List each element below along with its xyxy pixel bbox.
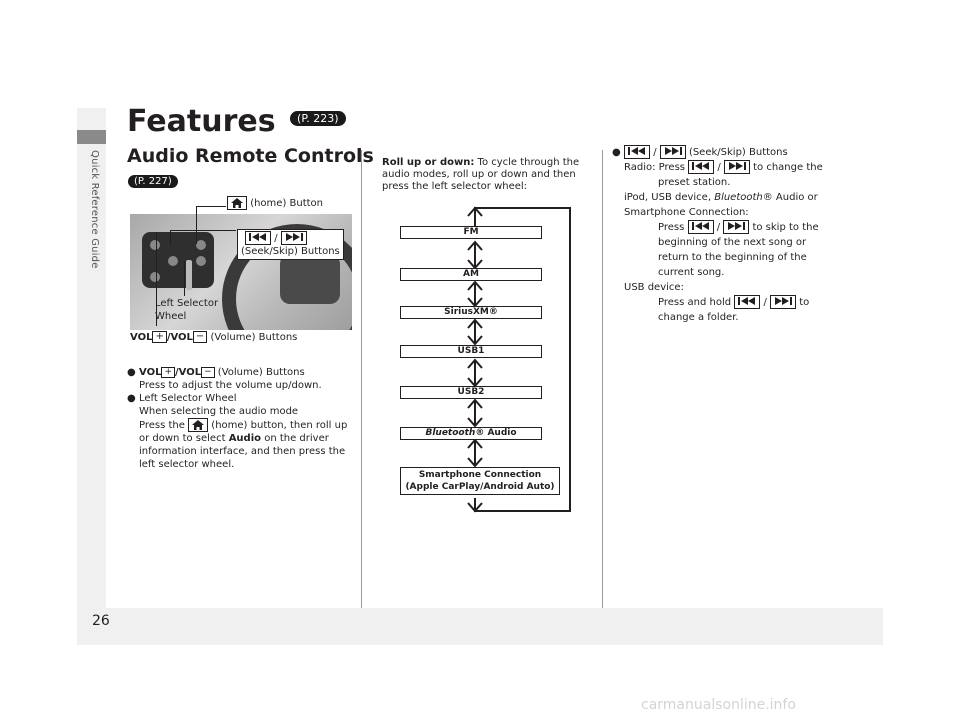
- watermark: carmanualsonline.info: [641, 697, 796, 713]
- home-button-label: (home) Button: [250, 198, 324, 209]
- radio-label: Radio:: [624, 162, 656, 173]
- roll-label: Roll up or down:: [382, 157, 475, 168]
- skip-forward-icon: [770, 295, 796, 309]
- side-tab-marker: [77, 130, 106, 144]
- page-ref-text: P. 223: [301, 112, 335, 125]
- vol-suffix: (Volume) Buttons: [207, 332, 298, 343]
- photo-button: [168, 256, 178, 266]
- mode-siriusxm: SiriusXM®: [400, 306, 542, 319]
- vol-title-suffix: (Volume) Buttons: [214, 367, 305, 378]
- wheel-desc3-b: on the driver: [264, 433, 329, 444]
- mode-smartphone-line1: Smartphone Connection: [418, 470, 542, 480]
- ipod-slash: /: [716, 222, 721, 233]
- ipod-press: Press: [658, 222, 685, 233]
- ipod-label-italic: Bluetooth: [714, 192, 763, 203]
- roll-text: To cycle through the audio modes, roll up or down and then press the left selector wheel:: [382, 157, 580, 192]
- radio-text: to change the: [753, 162, 823, 173]
- selector-wheel-label-line2: Wheel: [155, 311, 187, 322]
- skip-back-icon: [688, 160, 714, 174]
- seek-slash: /: [274, 233, 278, 244]
- ipod-label: [612, 190, 842, 205]
- remote-control-panel: [142, 232, 214, 288]
- column-divider-left: [361, 150, 362, 608]
- radio-slash: /: [717, 162, 721, 173]
- ipod-text2: beginning of the next song or: [658, 237, 807, 248]
- callout-line: [196, 206, 226, 207]
- vol-title-prefix: VOL: [139, 367, 162, 378]
- callout-line: [184, 262, 185, 296]
- usb-slash: /: [763, 297, 767, 308]
- volume-description: Press to adjust the volume up/down.: [139, 380, 322, 391]
- wheel-desc3-a: or down to select: [139, 433, 226, 444]
- skip-back-icon: [624, 145, 650, 159]
- skip-forward-icon: [660, 145, 686, 159]
- wheel-description-line3: [127, 432, 352, 445]
- plus-icon: +: [152, 331, 166, 343]
- seek-button-label: (Seek/Skip) Buttons: [241, 246, 340, 257]
- selector-wheel-label-line1: Left Selector: [155, 298, 219, 309]
- seek-bullet: [612, 145, 842, 160]
- seek-button-callout: [237, 229, 344, 260]
- ipod-text1: to skip to the: [752, 222, 819, 233]
- callout-line: [170, 230, 236, 231]
- control-descriptions: [127, 366, 352, 471]
- section-title: Audio Remote Controls: [127, 145, 374, 167]
- vol-title-separator: /VOL: [174, 367, 202, 378]
- seek-title: (Seek/Skip) Buttons: [688, 147, 788, 158]
- vol-separator: /VOL: [166, 332, 193, 343]
- plus-icon: +: [161, 367, 175, 378]
- skip-back-icon: [688, 220, 714, 234]
- audio-mode-cycle-diagram: [380, 200, 580, 516]
- usb-line1: [612, 295, 842, 310]
- ipod-text4: current song.: [658, 267, 725, 278]
- column-divider-right: [602, 150, 603, 608]
- mode-usb2: USB2: [400, 386, 542, 399]
- wheel-description-line2: [127, 418, 352, 432]
- seek-slash: /: [653, 147, 657, 158]
- mode-usb1: USB1: [400, 345, 542, 358]
- usb-press: Press and hold: [658, 297, 732, 308]
- wheel-desc2-b: (home) button, then roll up: [211, 420, 348, 431]
- volume-button-callout: [130, 331, 297, 344]
- minus-icon: −: [201, 367, 215, 378]
- steering-wheel-hub: [280, 254, 340, 304]
- skip-forward-icon: [724, 160, 750, 174]
- selector-wheel-roller: [186, 260, 192, 290]
- wheel-description-line5: left selector wheel.: [139, 459, 235, 470]
- usb-text1: to: [799, 297, 810, 308]
- photo-button: [196, 240, 206, 250]
- volume-bullet: [127, 366, 352, 379]
- mode-fm: FM: [400, 226, 542, 239]
- mode-bluetooth-italic: Bluetooth: [425, 428, 476, 438]
- page-title: [127, 104, 346, 139]
- wheel-desc2-a: Press the: [139, 420, 185, 431]
- skip-back-icon: [734, 295, 760, 309]
- photo-button: [196, 256, 206, 266]
- section-ref-text: P. 227: [137, 176, 168, 187]
- skip-back-icon: [245, 231, 271, 245]
- sidebar-label: Quick Reference Guide: [89, 150, 100, 269]
- ipod-label-a: iPod, USB device,: [624, 192, 712, 203]
- radio-text2: preset station.: [658, 177, 731, 188]
- wheel-bullet: ● Left Selector Wheel: [127, 392, 352, 405]
- page-ref-link[interactable]: (P. 223): [290, 111, 346, 126]
- page-number: 26: [92, 613, 110, 629]
- mode-bluetooth-rest: ® Audio: [475, 428, 517, 438]
- wheel-description-line1: When selecting the audio mode: [139, 406, 299, 417]
- callout-line: [170, 230, 171, 246]
- callout-line: [196, 206, 197, 244]
- vol-prefix: VOL: [130, 332, 153, 343]
- skip-forward-icon: [723, 220, 749, 234]
- mode-bluetooth-audio: [400, 427, 542, 440]
- skip-forward-icon: [281, 231, 307, 245]
- home-icon: [188, 418, 208, 432]
- page-title-text: Features: [127, 104, 276, 139]
- home-icon: [227, 196, 247, 210]
- mode-am: AM: [400, 268, 542, 281]
- ipod-line1: [612, 220, 842, 235]
- photo-button: [150, 240, 160, 250]
- selector-wheel-callout: [155, 297, 218, 323]
- minus-icon: −: [193, 331, 207, 343]
- radio-press: Press: [658, 162, 685, 173]
- home-button-callout: [227, 196, 323, 210]
- photo-button: [150, 272, 160, 282]
- seek-skip-descriptions: [612, 145, 842, 325]
- mode-smartphone-line2: (Apple CarPlay/Android Auto): [405, 482, 555, 492]
- radio-line: [612, 160, 842, 175]
- usb-label: USB device:: [624, 282, 684, 293]
- usb-text2: change a folder.: [658, 312, 739, 323]
- wheel-description-line4: information interface, and then press the: [139, 446, 346, 457]
- section-ref-link[interactable]: (P. 227): [128, 171, 178, 190]
- roll-instructions: [382, 157, 592, 193]
- mode-smartphone-connection: [400, 467, 560, 495]
- ipod-label-c: Smartphone Connection:: [624, 207, 749, 218]
- ipod-label-b: ® Audio or: [762, 192, 818, 203]
- wheel-desc3-bold: Audio: [228, 433, 262, 444]
- ipod-text3: return to the beginning of the: [658, 252, 807, 263]
